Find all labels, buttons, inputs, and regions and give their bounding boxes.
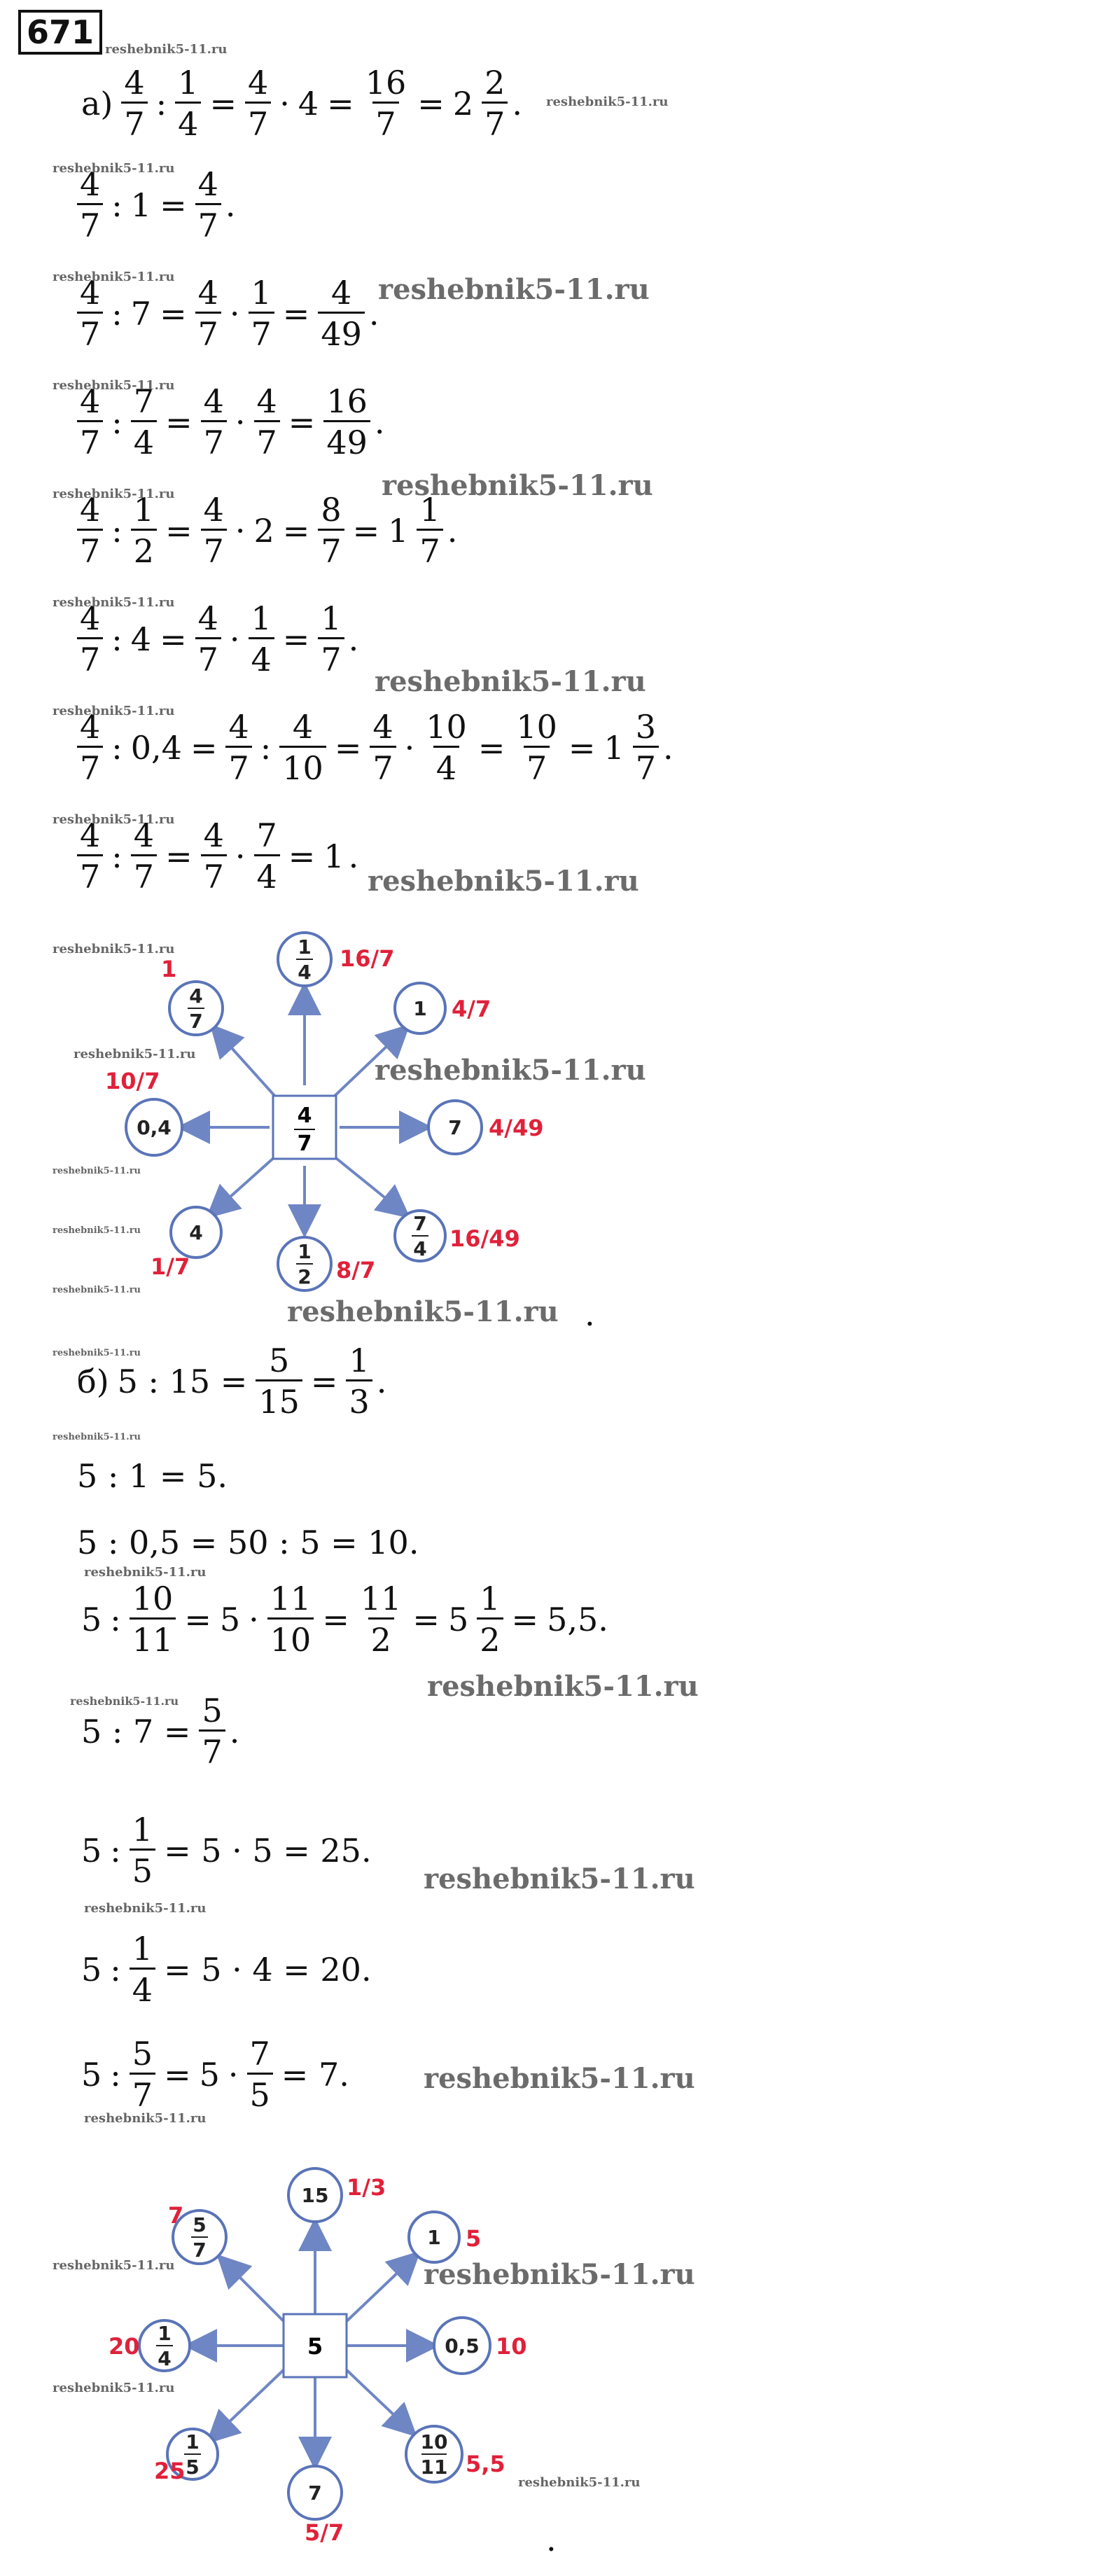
denominator: 7 xyxy=(245,102,271,140)
arrow xyxy=(210,2367,287,2440)
fraction xyxy=(363,64,410,143)
svg-text:0,5: 0,5 xyxy=(445,2334,480,2358)
numerator: 1 xyxy=(178,64,199,102)
answer-label: 4/49 xyxy=(489,1115,544,1141)
equation-a2: 4 7 : 1 = $\frac{4}{7}$ . xyxy=(73,168,236,242)
svg-text:2: 2 xyxy=(298,1265,312,1288)
watermark: reshebnik5-11.ru xyxy=(105,42,228,57)
equation-a1: а) $\frac{4}{7}$ : $\frac{1}{4}$ = $\frac{4}{7}$ · 4 = $\frac{16}{7}$ = 2 $\frac{2}{7}$ . xyxy=(77,67,522,140)
equation-b8: 5 : $\frac{5}{7}$ = 5 · $\frac{7}{5}$ = 7. xyxy=(81,2035,349,2114)
watermark: reshebnik5-11.ru xyxy=(53,161,175,176)
svg-text:1: 1 xyxy=(298,935,312,959)
numerator: 16 xyxy=(365,64,407,102)
answer-label: 5 xyxy=(466,2225,482,2252)
divisor: 1 xyxy=(130,186,152,224)
part-a-label: а) xyxy=(81,84,113,123)
svg-text:10: 10 xyxy=(420,2430,448,2453)
equation-a7: 4 7 : 0,4 = $\frac{4}{7}$ : $\frac{4}{10}$ = $\frac{4}{7}$ · $\frac{10}{4}$ = $\frac{10}{7}$ = 1 3 7 . xyxy=(73,711,674,784)
svg-text:7: 7 xyxy=(448,1116,462,1139)
diagram-a xyxy=(63,924,567,1316)
fraction xyxy=(245,64,271,143)
diagram-b xyxy=(63,2157,567,2549)
watermark: reshebnik5-11.ru xyxy=(53,2381,175,2395)
answer-label: 25 xyxy=(154,2458,186,2484)
watermark: reshebnik5-11.ru xyxy=(375,665,646,698)
answer-label: 1/3 xyxy=(347,2174,386,2201)
center-denominator: 7 xyxy=(297,1132,312,1156)
whole: 2 xyxy=(452,84,474,123)
watermark: reshebnik5-11.ru xyxy=(518,2475,641,2490)
numerator: 4 xyxy=(247,64,269,102)
svg-text:7: 7 xyxy=(413,1212,427,1235)
watermark: reshebnik5-11.ru xyxy=(84,2111,207,2126)
watermark: reshebnik5-11.ru xyxy=(53,487,175,501)
arrow xyxy=(221,2258,287,2325)
denominator: 7 xyxy=(372,102,398,140)
answer-label: 7 xyxy=(168,2202,184,2229)
equation-b1: б) 5 : 15 = $\frac{5}{15}$ = $\frac{1}{3}$ . xyxy=(73,1344,386,1418)
arrow xyxy=(333,1155,406,1215)
arrow xyxy=(210,1155,277,1215)
watermark: reshebnik5-11.ru xyxy=(424,2258,695,2291)
watermark: reshebnik5-11.ru xyxy=(53,378,175,393)
answer-label: 1/7 xyxy=(151,1253,190,1280)
watermark: reshebnik5-11.ru xyxy=(53,1285,141,1295)
numerator: 4 xyxy=(124,64,145,102)
watermark: reshebnik5-11.ru xyxy=(546,95,669,109)
fraction xyxy=(175,64,201,143)
equation-a5: 4 7 : $\frac{1}{2}$ = $\frac{4}{7}$ · 2 = $\frac{8}{7}$ = 1 1 7 . xyxy=(73,494,457,567)
svg-text:4: 4 xyxy=(413,1237,427,1260)
watermark: reshebnik5-11.ru xyxy=(53,2258,175,2273)
watermark: reshebnik5-11.ru xyxy=(53,1348,141,1358)
svg-text:7: 7 xyxy=(193,2239,207,2262)
watermark: reshebnik5-11.ru xyxy=(53,704,175,718)
problem-number: 671 xyxy=(18,10,102,55)
watermark: reshebnik5-11.ru xyxy=(53,812,175,827)
answer-label: 4/7 xyxy=(452,996,491,1022)
watermark: reshebnik5-11.ru xyxy=(53,1166,141,1176)
watermark: reshebnik5-11.ru xyxy=(375,1054,646,1087)
svg-text:5: 5 xyxy=(186,2456,200,2479)
watermark: reshebnik5-11.ru xyxy=(424,2062,695,2095)
center-numerator: 4 xyxy=(297,1103,312,1128)
equation-b7: 5 : $\frac{1}{4}$ = 5 · 4 = 20. xyxy=(81,1930,372,2009)
fraction: 4 7 xyxy=(77,168,103,242)
fraction: $\frac{4}{7}$ xyxy=(195,168,221,242)
watermark: reshebnik5-11.ru xyxy=(53,595,175,610)
fraction xyxy=(121,64,147,143)
watermark: reshebnik5-11.ru xyxy=(53,942,175,956)
svg-text:4: 4 xyxy=(189,1221,203,1244)
watermark: reshebnik5-11.ru xyxy=(368,865,639,898)
svg-text:5: 5 xyxy=(193,2213,207,2236)
svg-text:1: 1 xyxy=(413,997,427,1020)
svg-text:4: 4 xyxy=(189,984,203,1008)
watermark: reshebnik5-11.ru xyxy=(424,1863,695,1895)
arrow xyxy=(343,2255,417,2325)
denominator: 7 xyxy=(121,102,147,140)
center-value: 5 xyxy=(307,2333,323,2360)
answer-label: 16/49 xyxy=(449,1225,520,1252)
mixed-number xyxy=(449,64,512,143)
denominator: 7 xyxy=(482,102,508,140)
arrow xyxy=(343,2367,413,2433)
equation-b5: 5 : 7 = $\frac{5}{7}$ . xyxy=(81,1692,240,1771)
svg-text:4: 4 xyxy=(298,961,312,984)
answer-label: 10/7 xyxy=(105,1068,160,1094)
answer-label: 1 xyxy=(161,956,177,982)
svg-text:4: 4 xyxy=(158,2347,172,2370)
watermark: reshebnik5-11.ru xyxy=(74,1047,196,1061)
svg-text:0,4: 0,4 xyxy=(137,1116,172,1139)
watermark: reshebnik5-11.ru xyxy=(53,1225,141,1236)
svg-text:1: 1 xyxy=(427,2226,441,2249)
svg-text:7: 7 xyxy=(308,2481,322,2505)
answer-label: 10 xyxy=(496,2333,527,2360)
equation-a3: 4 7 : 7 = $\frac{4}{7}$ · $\frac{1}{7}$ = $\frac{4}{49}$ . xyxy=(73,277,379,350)
answer-label: 20 xyxy=(109,2333,140,2360)
svg-text:15: 15 xyxy=(301,2184,329,2207)
equation-b2: 5 : 1 = 5. xyxy=(77,1457,228,1495)
svg-text:1: 1 xyxy=(298,1240,312,1263)
answer-label: 8/7 xyxy=(336,1257,376,1283)
watermark: reshebnik5-11.ru xyxy=(382,469,653,502)
part-b-label: б) xyxy=(77,1362,109,1400)
numerator: 2 xyxy=(484,64,505,102)
factor: 4 xyxy=(298,84,319,123)
watermark: reshebnik5-11.ru xyxy=(427,1670,699,1703)
watermark: reshebnik5-11.ru xyxy=(53,1432,141,1442)
equation-b4: 5 : $\frac{10}{11}$ = 5 · $\frac{11}{10}$ = $\frac{11}{2}$ = 5 1 2 = 5,5. xyxy=(81,1580,608,1659)
watermark: reshebnik5-11.ru xyxy=(84,1901,207,1916)
answer-label: 16/7 xyxy=(340,945,395,972)
svg-text:1: 1 xyxy=(158,2322,172,2345)
equation-b3: 5 : 0,5 = 50 : 5 = 10. xyxy=(77,1524,419,1561)
answer-label: 5,5 xyxy=(466,2451,505,2477)
watermark: reshebnik5-11.ru xyxy=(378,273,650,306)
equation-b6: 5 : $\frac{1}{5}$ = 5 · 5 = 25. xyxy=(81,1811,372,1890)
equation-a4: 4 7 : $\frac{7}{4}$ = $\frac{4}{7}$ · $\frac{4}{7}$ = $\frac{16}{49}$ . xyxy=(73,385,385,459)
equation-a8: 4 7 : $\frac{4}{7}$ = $\frac{4}{7}$ · $\frac{7}{4}$ = 1 . xyxy=(73,819,358,893)
svg-text:7: 7 xyxy=(189,1010,203,1033)
arrow xyxy=(214,1028,277,1098)
svg-text:1: 1 xyxy=(186,2430,200,2453)
answer-label: 5/7 xyxy=(305,2519,344,2546)
svg-text:11: 11 xyxy=(420,2456,448,2479)
watermark: reshebnik5-11.ru xyxy=(287,1295,559,1328)
watermark: reshebnik5-11.ru xyxy=(53,270,175,284)
equation-a6: 4 7 : 4 = $\frac{4}{7}$ · $\frac{1}{4}$ = $\frac{1}{7}$ . xyxy=(73,602,358,676)
watermark: reshebnik5-11.ru xyxy=(84,1565,207,1580)
watermark: reshebnik5-11.ru xyxy=(70,1694,179,1708)
denominator: 4 xyxy=(175,102,201,140)
